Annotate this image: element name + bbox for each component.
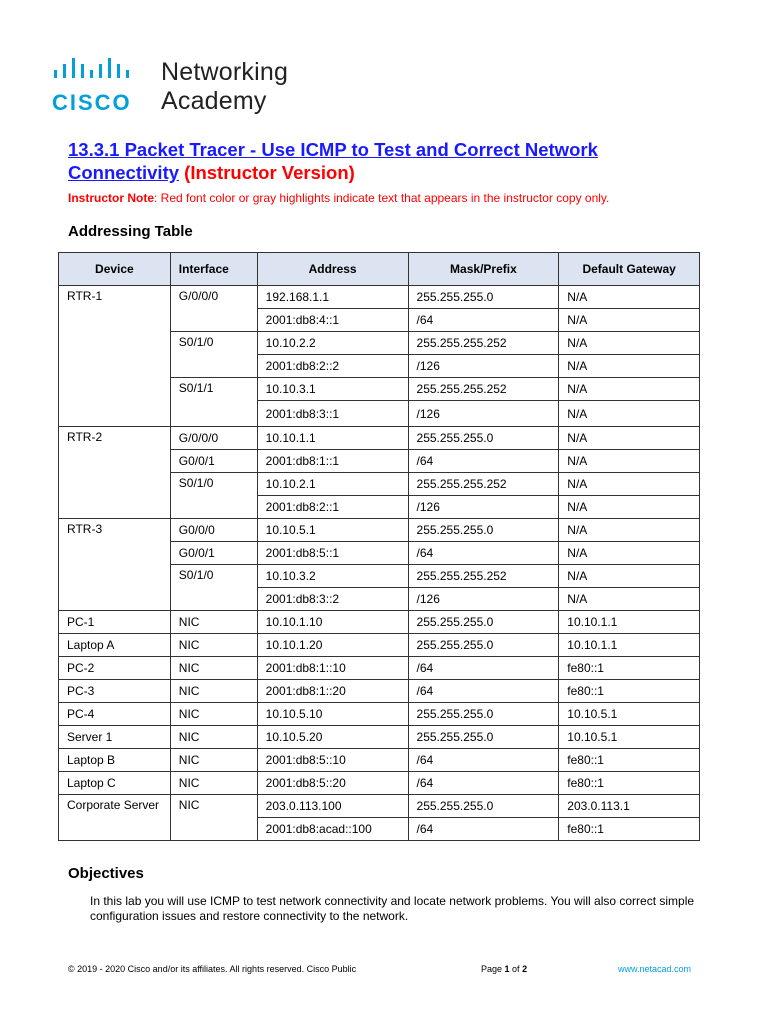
footer-netacad-link[interactable]: www.netacad.com	[618, 964, 692, 974]
cell-device: PC-3	[59, 680, 171, 703]
cell-gateway: fe80::1	[559, 772, 700, 795]
table-row	[59, 611, 700, 634]
table-row	[59, 772, 700, 795]
cell-gateway: 10.10.1.1	[559, 611, 700, 634]
cell-address: 2001:db8:acad::100	[257, 818, 408, 841]
cell-gateway: N/A	[559, 565, 700, 588]
cell-gateway: N/A	[559, 427, 700, 450]
cell-gateway: fe80::1	[559, 657, 700, 680]
cell-gateway: N/A	[559, 401, 700, 427]
cell-interface: NIC	[170, 772, 257, 795]
table-row	[59, 749, 700, 772]
table-row	[59, 427, 700, 450]
cell-device: Laptop B	[59, 749, 171, 772]
cell-address: 10.10.1.20	[257, 634, 408, 657]
cell-address: 10.10.5.1	[257, 519, 408, 542]
cell-interface: NIC	[170, 795, 257, 841]
cell-gateway: 10.10.5.1	[559, 703, 700, 726]
cell-device: Laptop C	[59, 772, 171, 795]
cell-mask: /64	[408, 309, 559, 332]
cell-address: 2001:db8:2::2	[257, 355, 408, 378]
cell-gateway: N/A	[559, 473, 700, 496]
cell-mask: 255.255.255.0	[408, 726, 559, 749]
cell-mask: /126	[408, 401, 559, 427]
cell-interface: NIC	[170, 726, 257, 749]
cell-device: RTR-3	[59, 519, 171, 611]
cell-mask: 255.255.255.252	[408, 473, 559, 496]
cell-gateway: 10.10.1.1	[559, 634, 700, 657]
table-header-row	[59, 253, 700, 286]
cell-address: 2001:db8:5::1	[257, 542, 408, 565]
cell-address: 10.10.3.2	[257, 565, 408, 588]
cell-mask: 255.255.255.0	[408, 703, 559, 726]
table-row	[59, 795, 700, 818]
addressing-table	[58, 252, 700, 841]
cell-address: 10.10.5.10	[257, 703, 408, 726]
cell-address: 2001:db8:2::1	[257, 496, 408, 519]
cell-gateway: fe80::1	[559, 749, 700, 772]
cell-gateway: N/A	[559, 378, 700, 401]
cell-interface: G/0/0/0	[170, 286, 257, 332]
cell-mask: 255.255.255.0	[408, 427, 559, 450]
logo-academy-text: Academy	[161, 87, 267, 115]
cell-interface: S0/1/0	[170, 473, 257, 519]
cell-address: 2001:db8:3::1	[257, 401, 408, 427]
cell-address: 10.10.2.2	[257, 332, 408, 355]
cisco-networking-academy-logo	[52, 56, 312, 120]
table-row	[59, 680, 700, 703]
cell-gateway: N/A	[559, 542, 700, 565]
cell-mask: 255.255.255.0	[408, 286, 559, 309]
cell-address: 203.0.113.100	[257, 795, 408, 818]
cell-interface: S0/1/0	[170, 332, 257, 378]
cell-address: 192.168.1.1	[257, 286, 408, 309]
cell-mask: /126	[408, 355, 559, 378]
column-header-default-gateway: Default Gateway	[559, 253, 700, 286]
page-of: of	[509, 964, 523, 974]
cell-gateway: 203.0.113.1	[559, 795, 700, 818]
cell-address: 10.10.2.1	[257, 473, 408, 496]
cell-address: 2001:db8:3::2	[257, 588, 408, 611]
title-version: (Instructor Version)	[184, 162, 355, 183]
objectives-heading: Objectives	[68, 865, 144, 882]
cell-gateway: 10.10.5.1	[559, 726, 700, 749]
cell-address: 2001:db8:4::1	[257, 309, 408, 332]
cell-mask: /64	[408, 749, 559, 772]
footer-copyright: © 2019 - 2020 Cisco and/or its affiliates. All rights reserved. Cisco Public	[68, 964, 357, 974]
cell-interface: NIC	[170, 749, 257, 772]
cell-interface: G0/0/0	[170, 519, 257, 542]
cell-address: 2001:db8:5::10	[257, 749, 408, 772]
cell-interface: G0/0/1	[170, 542, 257, 565]
cell-device: Laptop A	[59, 634, 171, 657]
table-row	[59, 726, 700, 749]
cisco-wordmark: CISCO	[52, 90, 132, 115]
cell-mask: /126	[408, 588, 559, 611]
table-row	[59, 519, 700, 542]
cell-gateway: N/A	[559, 450, 700, 473]
cell-interface: NIC	[170, 680, 257, 703]
cell-device: PC-1	[59, 611, 171, 634]
cell-mask: /64	[408, 542, 559, 565]
page-total: 2	[522, 964, 528, 974]
document-title	[68, 138, 708, 184]
table-row	[59, 657, 700, 680]
cell-mask: /64	[408, 657, 559, 680]
cisco-bars-icon	[52, 56, 152, 86]
footer-page-number	[481, 964, 527, 974]
cell-address: 10.10.3.1	[257, 378, 408, 401]
cell-mask: /64	[408, 450, 559, 473]
cell-mask: /126	[408, 496, 559, 519]
cell-address: 2001:db8:1::20	[257, 680, 408, 703]
cell-gateway: fe80::1	[559, 680, 700, 703]
cell-gateway: fe80::1	[559, 818, 700, 841]
column-header-interface: Interface	[170, 253, 257, 286]
instructor-note	[68, 191, 609, 205]
cell-address: 10.10.1.1	[257, 427, 408, 450]
column-header-mask-prefix: Mask/Prefix	[408, 253, 559, 286]
cell-device: PC-2	[59, 657, 171, 680]
instructor-note-label: Instructor Note	[68, 191, 155, 205]
instructor-note-text: : Red font color or gray highlights indicate text that appears in the instructor copy only.	[154, 191, 610, 205]
cell-mask: /64	[408, 818, 559, 841]
column-header-address: Address	[257, 253, 408, 286]
cell-interface: NIC	[170, 634, 257, 657]
cell-mask: 255.255.255.0	[408, 519, 559, 542]
page-prefix: Page	[481, 964, 505, 974]
cell-address: 2001:db8:1::1	[257, 450, 408, 473]
cell-interface: S0/1/1	[170, 378, 257, 427]
cell-gateway: N/A	[559, 355, 700, 378]
cell-mask: 255.255.255.0	[408, 795, 559, 818]
table-row	[59, 286, 700, 309]
cell-mask: /64	[408, 772, 559, 795]
cell-interface: NIC	[170, 611, 257, 634]
table-row	[59, 703, 700, 726]
addressing-table-heading: Addressing Table	[68, 223, 193, 240]
cell-gateway: N/A	[559, 496, 700, 519]
cell-address: 2001:db8:5::20	[257, 772, 408, 795]
cell-interface: S0/1/0	[170, 565, 257, 611]
cell-interface: NIC	[170, 657, 257, 680]
page-current: 1	[504, 964, 510, 974]
cell-device: Corporate Server	[59, 795, 171, 841]
cell-device: RTR-2	[59, 427, 171, 519]
cell-device: RTR-1	[59, 286, 171, 427]
cell-mask: 255.255.255.252	[408, 332, 559, 355]
cell-gateway: N/A	[559, 309, 700, 332]
cell-interface: NIC	[170, 703, 257, 726]
cell-address: 10.10.1.10	[257, 611, 408, 634]
cell-mask: /64	[408, 680, 559, 703]
cell-gateway: N/A	[559, 286, 700, 309]
cell-mask: 255.255.255.252	[408, 565, 559, 588]
cell-device: Server 1	[59, 726, 171, 749]
logo-networking-text: Networking	[161, 58, 289, 86]
cell-interface: G/0/0/0	[170, 427, 257, 450]
cell-gateway: N/A	[559, 519, 700, 542]
table-row	[59, 634, 700, 657]
column-header-device: Device	[59, 253, 171, 286]
cell-address: 10.10.5.20	[257, 726, 408, 749]
cell-mask: 255.255.255.0	[408, 634, 559, 657]
cell-gateway: N/A	[559, 588, 700, 611]
cell-mask: 255.255.255.0	[408, 611, 559, 634]
cell-gateway: N/A	[559, 332, 700, 355]
cell-device: PC-4	[59, 703, 171, 726]
cell-address: 2001:db8:1::10	[257, 657, 408, 680]
title-link[interactable]: 13.3.1 Packet Tracer - Use ICMP to Test and Correct Network Connectivity	[68, 139, 598, 183]
cell-mask: 255.255.255.252	[408, 378, 559, 401]
cell-interface: G0/0/1	[170, 450, 257, 473]
objectives-text: In this lab you will use ICMP to test network connectivity and locate network problems. You will also correct simple configuration issues and restore connectivity to the network.	[90, 894, 695, 923]
